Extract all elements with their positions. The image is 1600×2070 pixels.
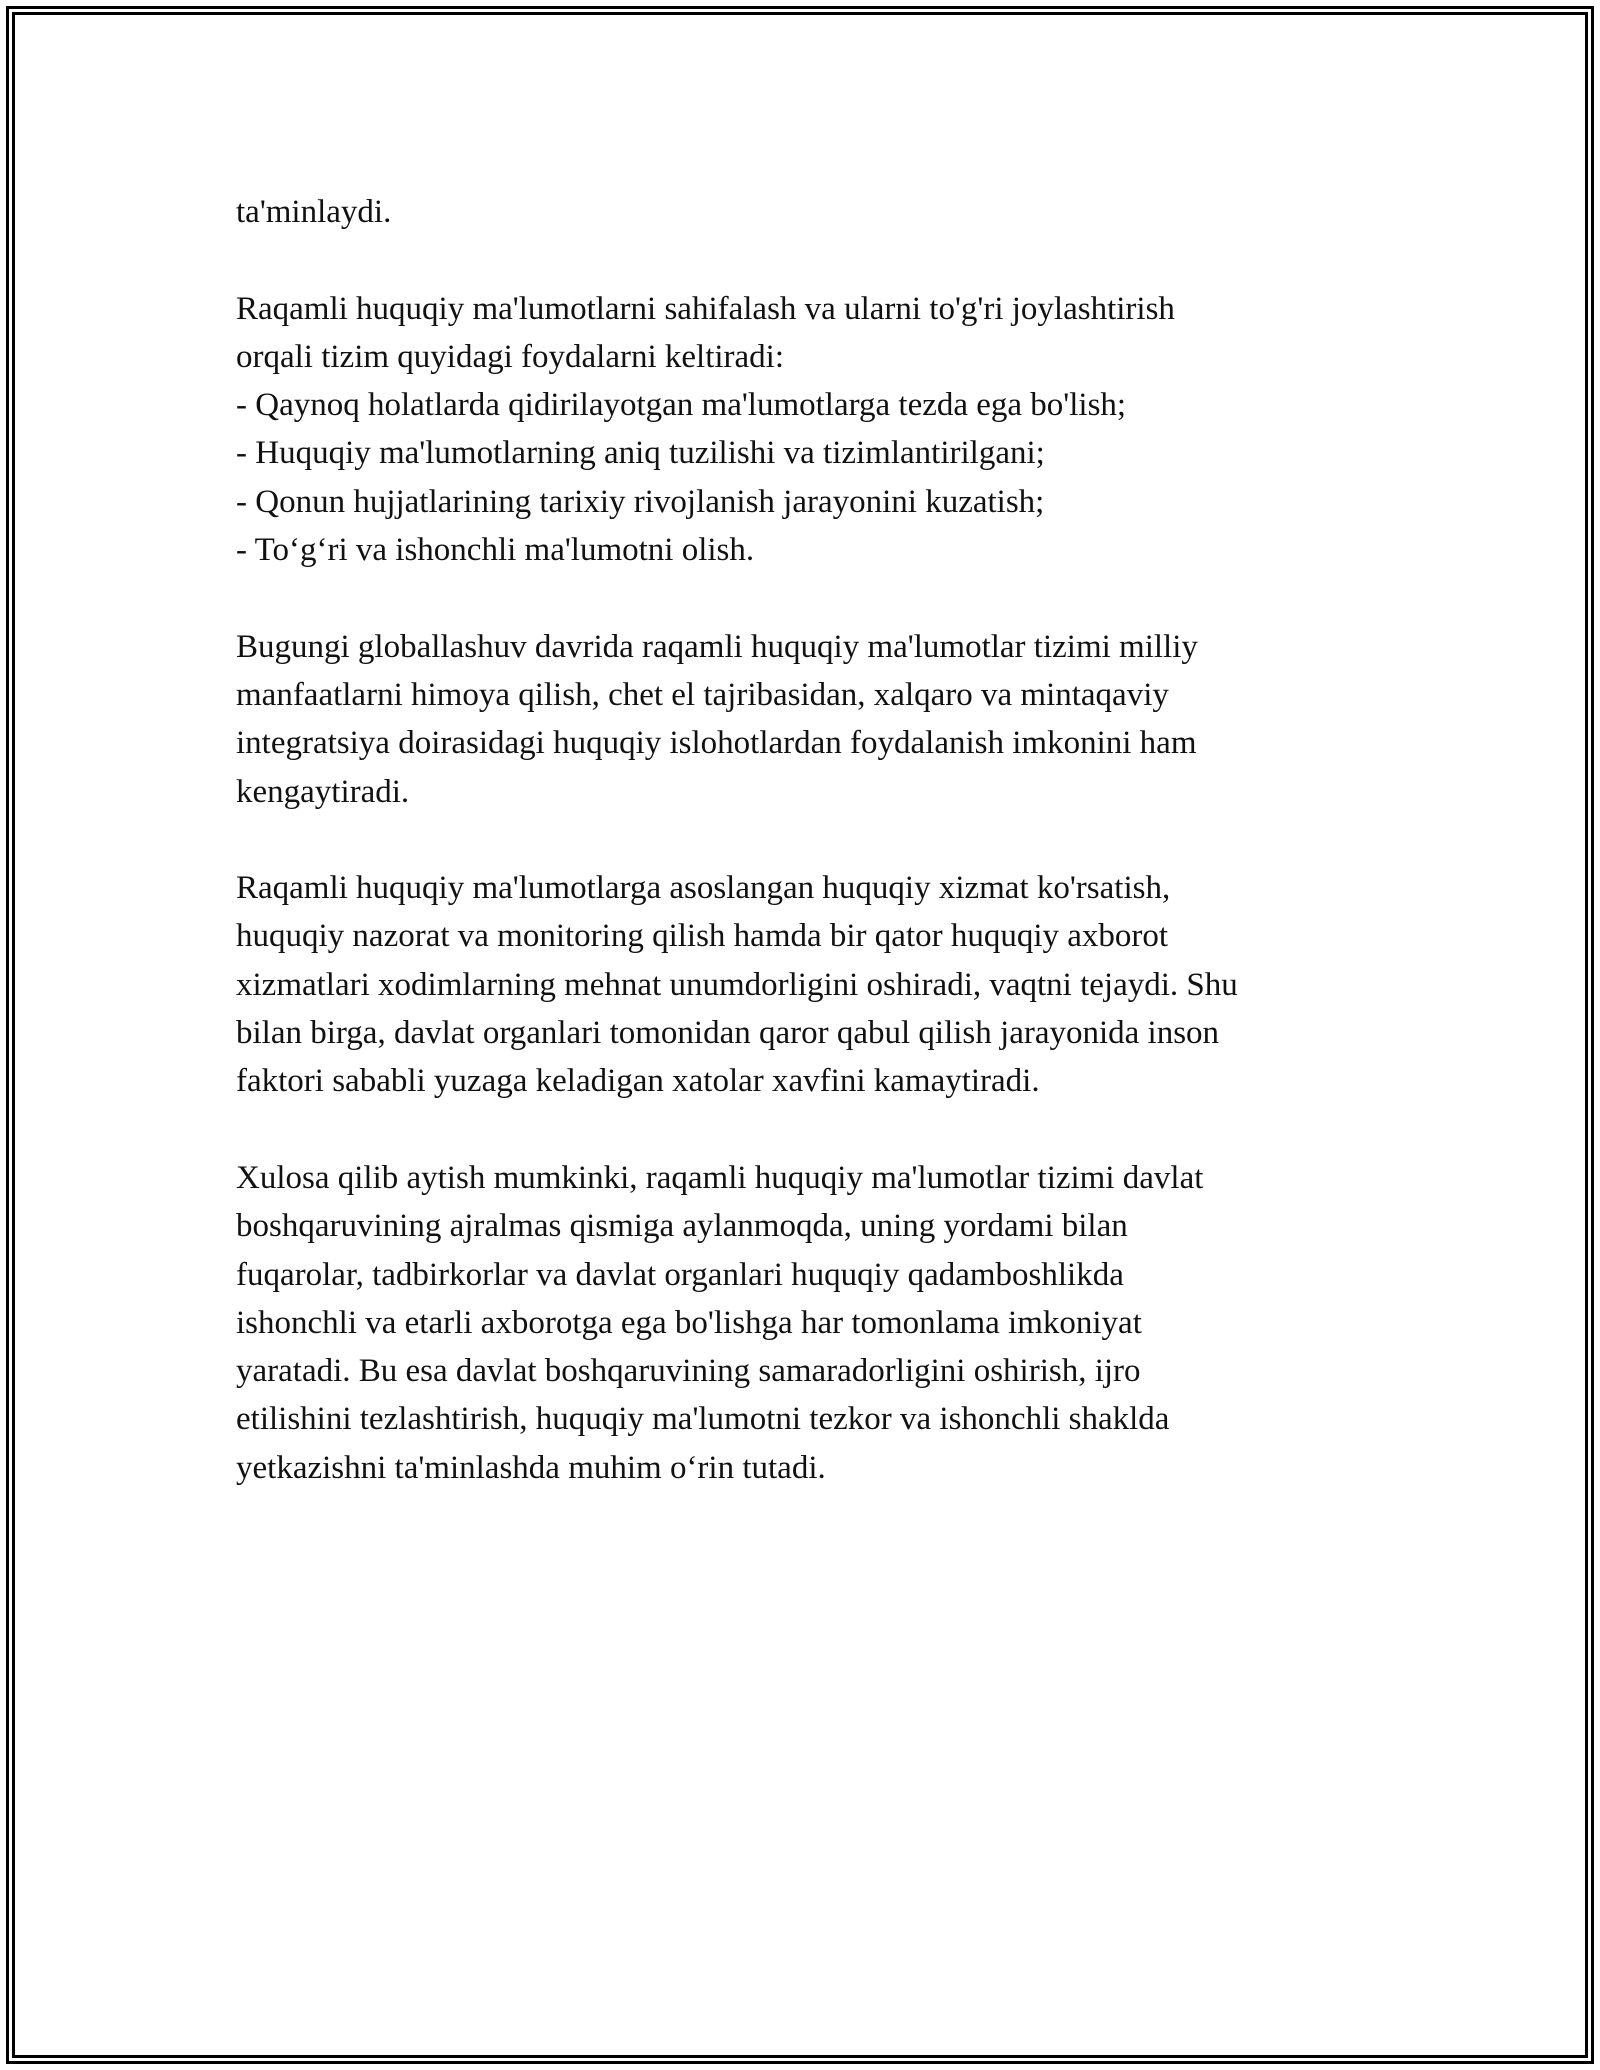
paragraph-globalization: Bugungi globallashuv davrida raqamli huquqiy ma'lumotlar tizimi milliy manfaatlarni himoya qilish, chet el tajribasidan, xalqaro va mintaqaviy integratsiya doirasidagi huquqiy islohotlardan foydalanish imkonini ham kengaytiradi. [236, 628, 1198, 810]
paragraph-legal-services: Raqamli huquqiy ma'lumotlarga asoslangan huquqiy xizmat ko'rsatish, huquqiy nazorat va monitoring qilish hamda bir qator huquqiy axborot xizmatlari xodimlarning mehnat unumdorligini oshiradi, vaqtni tejaydi. Shu bilan birga, davlat organlari tomonidan qaror qabul qilish jarayonida inson faktori sababli yuzaga keladigan xatolar xavfini kamaytiradi. [236, 870, 1238, 1100]
paragraph-continuation: ta'minlaydi. [236, 194, 392, 230]
document-body [236, 188, 1366, 1492]
paragraph-benefits-list: Raqamli huquqiy ma'lumotlarni sahifalash va ularni to'g'ri joylashtirish orqali tizim quyidagi foydalarni keltiradi: - Qaynoq holatlarda qidirilayotgan ma'lumotlarga tezda ega bo'lish; - Huquqiy ma'lumotlarning aniq tuzilishi va tizimlantirilgani; - Qonun hujjatlarining tarixiy rivojlanish jarayonini kuzatish; - To‘g‘ri va ishonchli ma'lumotni olish. [236, 290, 1175, 569]
paragraph-conclusion: Xulosa qilib aytish mumkinki, raqamli huquqiy ma'lumotlar tizimi davlat boshqaruvining ajralmas qismiga aylanmoqda, uning yordami bilan fuqarolar, tadbirkorlar va davlat organlari huquqiy qadamboshlikda ishonchli va etarli axborotga ega bo'lishga har tomonlama imkoniyat yaratadi. Bu esa davlat boshqaruvining samaradorligini oshirish, ijro etilishini tezlashtirish, huquqiy ma'lumotni tezkor va ishonchli shaklda yetkazishni ta'minlashda muhim o‘rin tutadi. [236, 1159, 1204, 1486]
